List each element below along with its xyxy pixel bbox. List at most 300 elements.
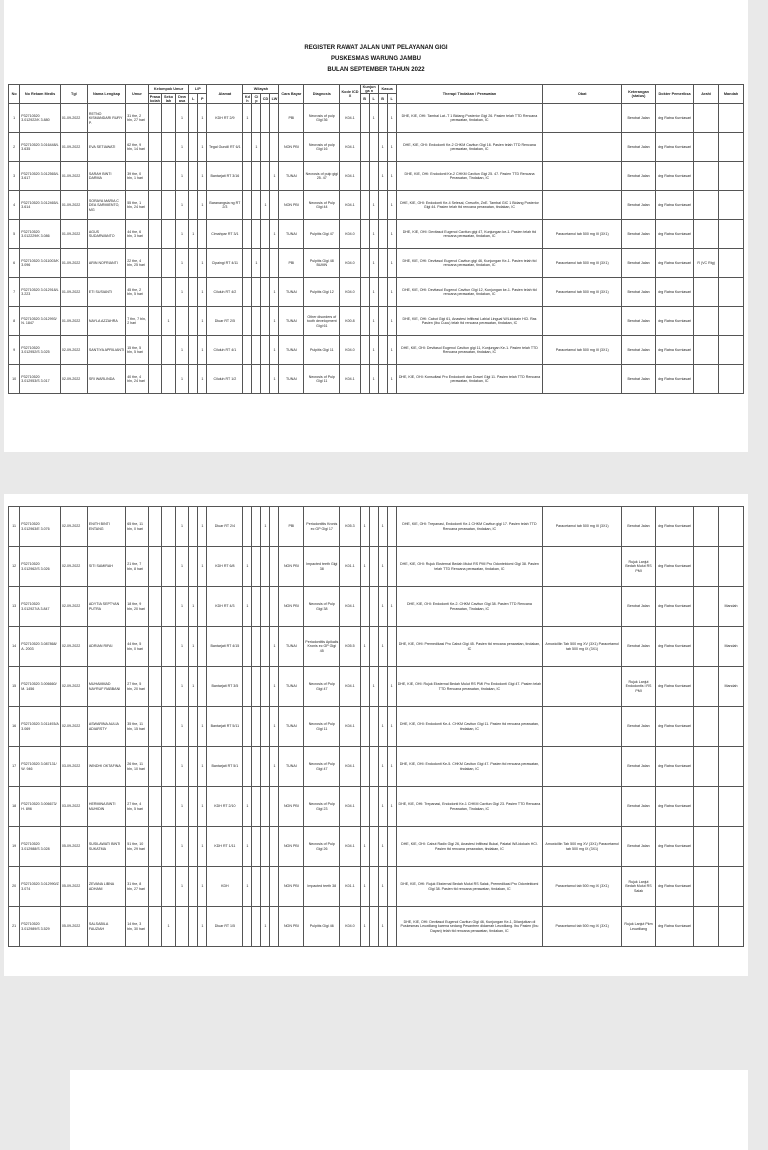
cell-rekam: P32710520 3.012993/ N. 1847 (20, 307, 61, 336)
cell-lw (270, 787, 279, 827)
cell-p (198, 667, 207, 707)
cell-bayar: TUNAI (279, 162, 304, 191)
cell-kode: K04.0 (340, 907, 360, 947)
cell-p: 1 (198, 278, 207, 307)
header-b2: B (378, 94, 387, 104)
cell-tgl: 01-09-2022 (60, 278, 87, 307)
cell-kode: K04.1 (340, 191, 360, 220)
cell-no: 1 (9, 104, 20, 133)
cell-diag: Necrosis of pulp Gigi 16 (304, 133, 340, 162)
cell-ket: Berobat Jalan (622, 827, 656, 867)
cell-sb: 1 (378, 133, 387, 162)
table-row (9, 667, 744, 707)
cell-mandah: Mandah (719, 667, 744, 707)
cell-umur: 45 the, 2 bln, 5 hari (126, 278, 149, 307)
cell-sl: 1 (387, 307, 396, 336)
cell-kl (369, 587, 378, 627)
puskesmas-title: PUSKESMAS WARUNG JAMBU (330, 56, 421, 62)
cell-dewasa: 1 (175, 507, 189, 547)
cell-p: 1 (198, 787, 207, 827)
cell-prasek (148, 365, 162, 394)
cell-lw (270, 249, 279, 278)
cell-kl (369, 747, 378, 787)
cell-sl: 1 (387, 707, 396, 747)
cell-p: 1 (198, 249, 207, 278)
header-umur: Umur (126, 85, 149, 104)
cell-mandah (719, 249, 744, 278)
cell-no: 20 (9, 867, 20, 907)
cell-kode: K01.1 (340, 547, 360, 587)
cell-mandah (719, 307, 744, 336)
cell-umur: 26 the, 11 bln, 10 hari (126, 747, 149, 787)
cell-lw: 1 (270, 220, 279, 249)
cell-cd (261, 307, 270, 336)
cell-seko (162, 278, 176, 307)
register-page-3 (70, 1070, 748, 1150)
cell-obat (543, 747, 622, 787)
cell-lw (270, 191, 279, 220)
cell-kl: 1 (369, 336, 378, 365)
cell-prasek (148, 627, 162, 667)
cell-mandah (719, 191, 744, 220)
cell-arahi (694, 104, 719, 133)
cell-kb (360, 365, 369, 394)
cell-ket: Berobat Jalan (622, 104, 656, 133)
cell-p (198, 627, 207, 667)
cell-dokter: drg Ratna Kurniasari (655, 907, 693, 947)
cell-sb: 1 (378, 162, 387, 191)
cell-dewasa: 1 (175, 162, 189, 191)
cell-kb (360, 307, 369, 336)
cell-prasek (148, 336, 162, 365)
cell-seko (162, 627, 176, 667)
cell-seko (162, 707, 176, 747)
cell-no: 10 (9, 365, 20, 394)
cell-l (189, 907, 198, 947)
cell-l (189, 133, 198, 162)
cell-kdh (243, 133, 252, 162)
cell-sl: 1 (387, 191, 396, 220)
cell-terapi: DHE, KIE, OHI: Cabut Gigi 61, Anastesi Infiltrasi Labial Lingual W/Lidokain HCl. Ras Pasien (Ibu Cucu) telah ttd rencana perawatan, tindakan, IC (396, 307, 543, 336)
cell-cd (261, 336, 270, 365)
cell-arahi (694, 133, 719, 162)
cell-alamat: Baranangsia ng RT 2/3 (207, 191, 243, 220)
cell-tgl: 01-09-2022 (60, 162, 87, 191)
cell-rekam: P32710520 3.006660/ M. 1456 (20, 667, 61, 707)
cell-cip (252, 336, 261, 365)
cell-l (189, 307, 198, 336)
cell-l (189, 278, 198, 307)
header-prasek: Prasa kolah (149, 94, 161, 103)
cell-cip (252, 162, 261, 191)
cell-no: 13 (9, 587, 20, 627)
cell-sb (378, 104, 387, 133)
cell-obat: Amoxicillin Tab 500 mg XV (3X1) Paracetamol tab 500 mg IX (3X1) (543, 827, 622, 867)
cell-umur: 31 the, 2 bln, 27 hari (126, 104, 149, 133)
table-row (9, 827, 744, 867)
header-dokter: Dokter Pemeriksa (655, 85, 693, 104)
cell-sb (378, 307, 387, 336)
cell-seko (162, 249, 176, 278)
cell-lw: 1 (270, 336, 279, 365)
cell-lw (270, 104, 279, 133)
cell-cip (252, 507, 261, 547)
cell-kb: 1 (360, 547, 369, 587)
register-table-2 (8, 506, 744, 947)
cell-seko: 1 (162, 907, 176, 947)
cell-kb (360, 747, 369, 787)
cell-umur: 44 the, 6 bln, 3 hari (126, 220, 149, 249)
cell-nama: SARAH BINTI DARMA (87, 162, 125, 191)
cell-tgl: 05-09-2022 (60, 867, 87, 907)
cell-kode: K04.0 (340, 249, 360, 278)
cell-alamat: Cipaingi RT 4/11 (207, 249, 243, 278)
cell-umur: 22 the, 4 bln, 25 hari (126, 249, 149, 278)
header-kode: Kode ICD X (340, 85, 360, 104)
cell-cd (261, 867, 270, 907)
cell-sl: 1 (387, 278, 396, 307)
cell-kode: K04.1 (340, 365, 360, 394)
cell-dokter: drg Ratna Kurniasari (655, 104, 693, 133)
cell-ket: Rujuk Lanjut Pkm Leuwiliang (622, 907, 656, 947)
cell-terapi: DHE, KIE, OHI: Konsultasi Pro Endodonti dan Dowel Gigi 11. Pasien telah TTD Rencana perawatan, tindakan, IC (396, 365, 543, 394)
cell-nama: ADRIAN RIFAI (87, 627, 125, 667)
cell-alamat: Ciluluh RT 4/1 (207, 336, 243, 365)
cell-kode: K04.1 (340, 133, 360, 162)
cell-l (189, 249, 198, 278)
cell-bayar: TUNAI (279, 707, 304, 747)
cell-umur: 31 the, 8 bln, 27 hari (126, 867, 149, 907)
table-row (9, 907, 744, 947)
cell-alamat: KDH RT 4/3 (207, 587, 243, 627)
cell-l (189, 747, 198, 787)
cell-obat (543, 162, 622, 191)
cell-prasek (148, 867, 162, 907)
cell-tgl: 01-09-2022 (60, 191, 87, 220)
cell-tgl: 02-09-2022 (60, 707, 87, 747)
cell-seko (162, 747, 176, 787)
table-row (9, 587, 744, 627)
table-row (9, 162, 744, 191)
cell-cip (252, 667, 261, 707)
cell-obat (543, 787, 622, 827)
table-row (9, 747, 744, 787)
cell-p: 1 (198, 191, 207, 220)
cell-dokter: drg Ratna Kurniasari (655, 627, 693, 667)
cell-l (189, 787, 198, 827)
table-row (9, 191, 744, 220)
cell-l: 1 (189, 587, 198, 627)
cell-kdh (243, 191, 252, 220)
cell-kode: K00.8 (340, 307, 360, 336)
cell-kdh (243, 627, 252, 667)
cell-alamat: Ciluluh RT 1/2 (207, 365, 243, 394)
cell-kdh (243, 336, 252, 365)
cell-kdh: 1 (243, 787, 252, 827)
cell-mandah (719, 747, 744, 787)
cell-terapi: DHE, KIE, OHI: Endodonti Ke-4. CHKM Cavitun Gigi 11. Pasien ttd rencana perawatan, tindakan, IC (396, 707, 543, 747)
cell-cip (252, 278, 261, 307)
cell-rekam: P32710520 3.006673/ H. 896 (20, 787, 61, 827)
cell-no: 3 (9, 162, 20, 191)
cell-dewasa: 1 (175, 104, 189, 133)
cell-umur: 65 the, 11 bln, 0 hari (126, 507, 149, 547)
cell-mandah: Mandah (719, 627, 744, 667)
cell-ket: Berobat Jalan (622, 278, 656, 307)
cell-terapi: DHE, KIE, OHI: Endodonti Ke-4 Selesai, Cresofin, ZnE. Tambal GIC 1 Bidang Posterior Gigi 44. Pasien telah ttd rencana perawatan, tindakan, IC (396, 191, 543, 220)
cell-sb: 1 (378, 747, 387, 787)
cell-nama: SALSABILA FAUZIAH (87, 907, 125, 947)
cell-prasek (148, 547, 162, 587)
cell-dokter: drg Ratna Kurniasari (655, 827, 693, 867)
cell-dokter: drg Ratna Kurniasari (655, 547, 693, 587)
cell-mandah (719, 365, 744, 394)
cell-umur: 55 the, 1 bln, 24 hari (126, 191, 149, 220)
cell-dokter: drg Ratna Kurniasari (655, 707, 693, 747)
cell-sl (387, 907, 396, 947)
table-row (9, 336, 744, 365)
header-cip: Cip (252, 94, 261, 104)
cell-kdh (243, 278, 252, 307)
cell-cd (261, 104, 270, 133)
cell-sl: 1 (387, 249, 396, 278)
cell-sl: 1 (387, 133, 396, 162)
cell-no: 9 (9, 336, 20, 365)
cell-obat: Paracetamol tab 500 mg III (3X1) (543, 507, 622, 547)
cell-alamat: Bantarjati RT 3/5 (207, 667, 243, 707)
cell-nama: ASWARINA AULIA ADIARSTY (87, 707, 125, 747)
cell-bayar: NON PBI (279, 907, 304, 947)
cell-kdh: 1 (243, 104, 252, 133)
cell-terapi: DHE, KIE, OHI: Devitasol Eugenol Cavitun gigi 46, Kunjungan Ke-1. Pasien telah ttd rencana perawatan, tindakan, IC (396, 249, 543, 278)
cell-lw: 1 (270, 365, 279, 394)
cell-lw (270, 587, 279, 627)
header-b1: B (360, 94, 369, 104)
register-title: REGISTER RAWAT JALAN UNIT PELAYANAN GIGI (304, 45, 448, 51)
cell-seko (162, 787, 176, 827)
cell-kl (369, 162, 378, 191)
cell-cip (252, 547, 261, 587)
cell-cd: 1 (261, 907, 270, 947)
cell-bayar: PBI (279, 507, 304, 547)
cell-seko (162, 365, 176, 394)
cell-p: 1 (198, 547, 207, 587)
cell-seko (162, 667, 176, 707)
cell-kode: K05.3 (340, 507, 360, 547)
cell-ket: Berobat Jalan (622, 787, 656, 827)
cell-kb: 1 (360, 907, 369, 947)
table-row (9, 507, 744, 547)
cell-dokter: drg Ratna Kurniasari (655, 162, 693, 191)
cell-obat: Paracetamol tab 500 mg III (3X1) (543, 278, 622, 307)
cell-mandah (719, 104, 744, 133)
cell-rekam: P32710520 3.016448/L 3.635 (20, 133, 61, 162)
cell-l (189, 365, 198, 394)
table-row (9, 249, 744, 278)
cell-dewasa: 1 (175, 827, 189, 867)
cell-cd (261, 827, 270, 867)
cell-kb: 1 (360, 867, 369, 907)
cell-dewasa: 1 (175, 787, 189, 827)
cell-bayar: PBI (279, 104, 304, 133)
cell-cd: 1 (261, 507, 270, 547)
cell-terapi: DHE, KIE, OHI: Endodonti Ke-2 CHKM Cavitun Gigi 25. 47. Pasien TTD Rencana Perawatan, Tindakan, IC (396, 162, 543, 191)
cell-dewasa: 1 (175, 220, 189, 249)
cell-dewasa: 1 (175, 191, 189, 220)
cell-bayar: NON PBI (279, 547, 304, 587)
header-l: L (189, 94, 198, 104)
cell-kb: 1 (360, 827, 369, 867)
cell-terapi: DHE, KIE, OHI: Endodonti Ke-2 CHKM Cavitun Gigi 16. Pasien telah TTD Rencana perawatan, tindakan, IC (396, 133, 543, 162)
cell-cd (261, 365, 270, 394)
cell-seko: 1 (162, 307, 176, 336)
cell-p (198, 220, 207, 249)
cell-obat (543, 104, 622, 133)
cell-prasek (148, 827, 162, 867)
cell-l (189, 336, 198, 365)
cell-p: 1 (198, 307, 207, 336)
cell-kode: K01.1 (340, 867, 360, 907)
cell-tgl: 05-09-2022 (60, 907, 87, 947)
cell-dewasa (175, 907, 189, 947)
cell-p: 1 (198, 507, 207, 547)
cell-prasek (148, 220, 162, 249)
cell-lw (270, 827, 279, 867)
cell-tgl: 01-09-2022 (60, 249, 87, 278)
cell-dokter: drg Ratna Kurniasari (655, 278, 693, 307)
cell-l (189, 162, 198, 191)
cell-kl: 1 (369, 249, 378, 278)
table-row (9, 220, 744, 249)
cell-bayar: TUNAI (279, 667, 304, 707)
cell-bayar: NON PBI (279, 191, 304, 220)
cell-tgl: 05-09-2022 (60, 827, 87, 867)
cell-alamat: Cimahpar RT 3/1 (207, 220, 243, 249)
cell-ket: Berobat Jalan (622, 336, 656, 365)
cell-dewasa: 1 (175, 707, 189, 747)
cell-kdh (243, 249, 252, 278)
cell-diag: Impacted teeth Gigi 38 (304, 547, 340, 587)
cell-seko (162, 336, 176, 365)
cell-arahi (694, 867, 719, 907)
cell-obat: Paracetamol tab 500 mg IX (3X1) (543, 907, 622, 947)
cell-dewasa: 1 (175, 278, 189, 307)
cell-dewasa: 1 (175, 365, 189, 394)
cell-nama: ADYTIA SEPTYAN PUTRA (87, 587, 125, 627)
cell-sb: 1 (378, 867, 387, 907)
cell-bayar: TUNAI (279, 627, 304, 667)
cell-mandah (719, 133, 744, 162)
cell-l: 1 (189, 220, 198, 249)
cell-seko (162, 507, 176, 547)
cell-bayar: NON PBI (279, 133, 304, 162)
table-row (9, 547, 744, 587)
cell-dewasa: 1 (175, 336, 189, 365)
header-lw: LW (270, 94, 279, 104)
cell-rekam: P32710520 3.012922/K 3.880 (20, 104, 61, 133)
cell-sl: 1 (387, 104, 396, 133)
cell-tgl: 02-09-2022 (60, 507, 87, 547)
cell-kode: K04.0 (340, 220, 360, 249)
cell-lw (270, 547, 279, 587)
cell-diag: Necrosis of Pulp Gigi 47 (304, 667, 340, 707)
cell-umur: 44 the, 5 bln, 0 hari (126, 627, 149, 667)
cell-alamat: KDH (207, 867, 243, 907)
cell-p: 1 (198, 133, 207, 162)
cell-kdh (243, 162, 252, 191)
cell-l (189, 827, 198, 867)
cell-kl: 1 (369, 365, 378, 394)
cell-terapi: DHE, KIE, OHI: Trepanasi, Endodonti Ke-1 CHKM Cavitun gigi 17. Pasien telah TTD Rencana perawatan, tindakan, IC (396, 507, 543, 547)
cell-bayar: TUNAI (279, 747, 304, 787)
cell-kdh: 1 (243, 867, 252, 907)
cell-kdh (243, 220, 252, 249)
cell-cd (261, 220, 270, 249)
header-kunjungan: Kunjunga n (360, 85, 378, 94)
period-title: BULAN SEPTEMBER TAHUN 2022 (327, 67, 425, 73)
cell-nama: SITI SAMIRAH (87, 547, 125, 587)
cell-diag: Necrosis of Pulp Gigi 11 (304, 707, 340, 747)
header-dewasa: Dew asa (175, 94, 189, 104)
cell-terapi: DHE, KIE, OHI: Devitasol Eugenol Cavitun Gigi 12, Kunjungan ke-1. Pasien telah ttd rencana perawatan, tindakan, IC (396, 278, 543, 307)
cell-prasek (148, 133, 162, 162)
cell-rekam: P32710520 3.087131/ W. 946 (20, 747, 61, 787)
cell-ket: Rujuk Lanjut Bedah Mulut RS PMI (622, 547, 656, 587)
cell-nama: ENITH BINTI ENTANG (87, 507, 125, 547)
cell-diag: Pulpitis Gigi 12 (304, 278, 340, 307)
cell-no: 16 (9, 707, 20, 747)
cell-cip (252, 191, 261, 220)
cell-prasek (148, 104, 162, 133)
cell-seko (162, 220, 176, 249)
cell-kdh: 1 (243, 587, 252, 627)
cell-p: 1 (198, 867, 207, 907)
cell-ket: Berobat Jalan (622, 249, 656, 278)
cell-kdh: 1 (243, 547, 252, 587)
cell-kl (369, 507, 378, 547)
cell-l (189, 507, 198, 547)
cell-diag: Impacted teeth 38 (304, 867, 340, 907)
cell-sl (387, 867, 396, 907)
cell-nama: SUSILAWATI BINTI SUKATMA (87, 827, 125, 867)
header-wilayah: Wilayah (243, 85, 279, 94)
cell-tgl: 02-09-2022 (60, 587, 87, 627)
cell-prasek (148, 787, 162, 827)
cell-dokter: drg Ratna Kurniasari (655, 667, 693, 707)
cell-seko (162, 867, 176, 907)
cell-arahi (694, 747, 719, 787)
cell-prasek (148, 249, 162, 278)
cell-diag: Necrosis of pulp Gigi 36 (304, 104, 340, 133)
cell-terapi: DHE, KIE, OHI: Rujuk Eksternal Bedah Mulut RS PMI Pro Odontektomi Gigi 38. Pasien telah TTD Rencana perawatan, tindakan, IC (396, 547, 543, 587)
cell-cip (252, 907, 261, 947)
cell-prasek (148, 191, 162, 220)
cell-ket: Berobat Jalan (622, 220, 656, 249)
table-row (9, 307, 744, 336)
table-row (9, 365, 744, 394)
cell-arahi (694, 307, 719, 336)
cell-dokter: drg Ratna Kurniasari (655, 507, 693, 547)
cell-dokter: drg Ratna Kurniasari (655, 867, 693, 907)
cell-alamat: KDH RT 2/10 (207, 787, 243, 827)
cell-terapi: DHE, KIE, OHI: Devitasol Eugenol Cavitun gigi 47, Kunjungan ke-1. Pasien telah ttd rencana perawatan, tindakan, IC (396, 220, 543, 249)
cell-umur: 35 the, 11 bln, 15 hari (126, 707, 149, 747)
cell-ket: Berobat Jalan (622, 307, 656, 336)
cell-no: 6 (9, 249, 20, 278)
cell-no: 18 (9, 787, 20, 827)
cell-sb (378, 667, 387, 707)
cell-cd (261, 133, 270, 162)
